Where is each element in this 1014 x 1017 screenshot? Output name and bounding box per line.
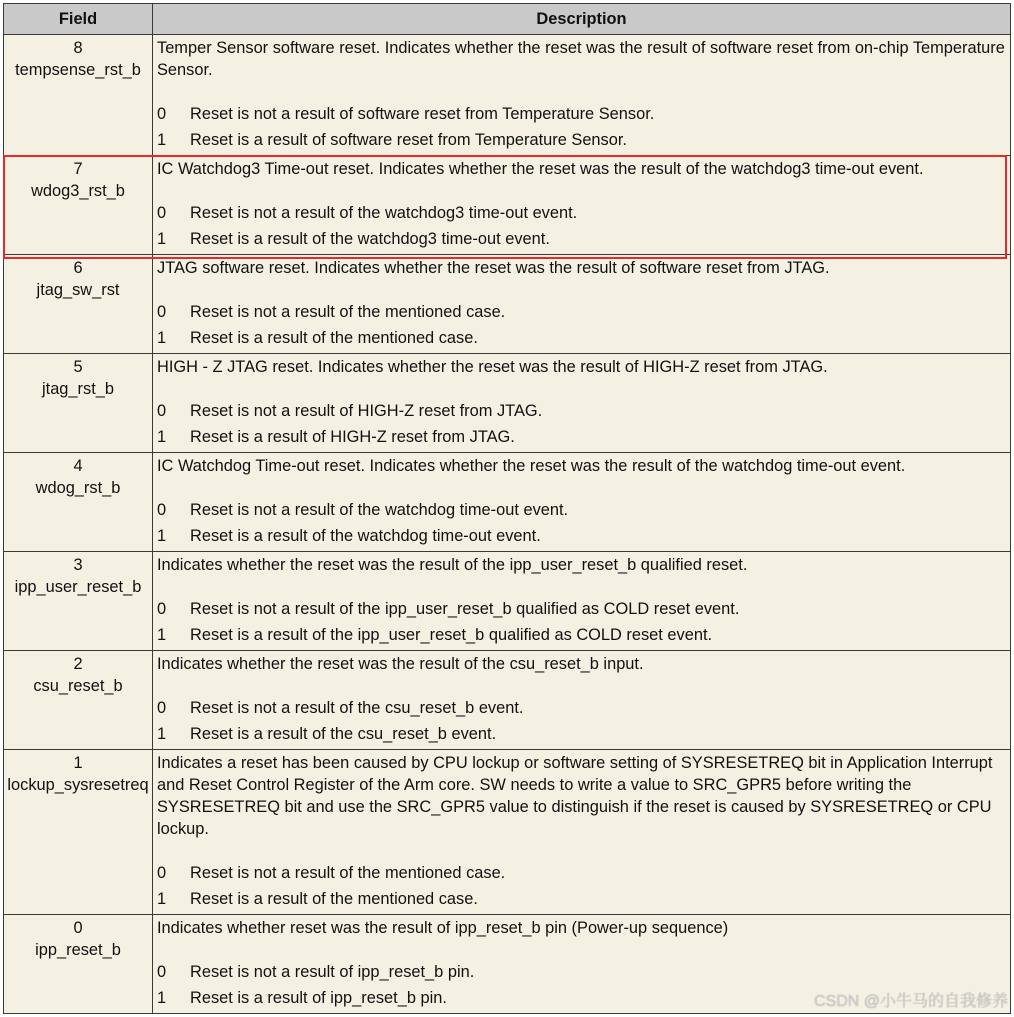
- option-text: Reset is not a result of ipp_reset_b pin.: [190, 963, 475, 981]
- field-cell: [4, 35, 153, 156]
- field-name: wdog3_rst_b: [31, 182, 125, 200]
- description-cell: [153, 651, 1011, 750]
- option-text: Reset is a result of the mentioned case.: [190, 329, 478, 347]
- option-row: [157, 721, 1006, 747]
- option-value: 1: [157, 626, 167, 644]
- option-row: [157, 424, 1006, 450]
- option-value: 0: [157, 402, 167, 420]
- field-description: IC Watchdog Time-out reset. Indicates whether the reset was the result of the watchdog time-out event.: [157, 457, 906, 475]
- field-cell: [4, 750, 153, 915]
- option-row: [157, 622, 1006, 648]
- option-text: Reset is not a result of the ipp_user_reset_b qualified as COLD reset event.: [190, 600, 740, 618]
- field-bit-number: 7: [73, 160, 83, 178]
- option-value: 0: [157, 105, 167, 123]
- description-cell: [153, 552, 1011, 651]
- option-row: [157, 398, 1006, 424]
- option-row: [157, 497, 1006, 523]
- field-cell: [4, 453, 153, 552]
- option-text: Reset is not a result of the mentioned case.: [190, 864, 506, 882]
- table-row: [4, 453, 1011, 552]
- table-row: [4, 156, 1011, 255]
- option-row: [157, 325, 1006, 351]
- option-text: Reset is a result of ipp_reset_b pin.: [190, 989, 447, 1007]
- field-bit-number: 5: [73, 358, 83, 376]
- watermark: CSDN @小牛马的自我修养: [813, 993, 1008, 1010]
- field-name: wdog_rst_b: [35, 479, 121, 497]
- option-value: 0: [157, 600, 167, 618]
- option-value: 0: [157, 699, 167, 717]
- option-value: 0: [157, 864, 167, 882]
- option-text: Reset is a result of HIGH-Z reset from JTAG.: [190, 428, 515, 446]
- field-bit-number: 6: [73, 259, 83, 277]
- option-row: [157, 226, 1006, 252]
- field-bit-number: 2: [73, 655, 83, 673]
- option-value: 1: [157, 890, 167, 908]
- option-text: Reset is not a result of software reset from Temperature Sensor.: [190, 105, 655, 123]
- field-cell: [4, 255, 153, 354]
- field-cell: [4, 354, 153, 453]
- option-row: [157, 101, 1006, 127]
- option-row: [157, 860, 1006, 886]
- option-value: 1: [157, 527, 167, 545]
- option-text: Reset is a result of the watchdog time-out event.: [190, 527, 541, 545]
- field-name: tempsense_rst_b: [15, 61, 141, 79]
- option-text: Reset is not a result of the csu_reset_b event.: [190, 699, 524, 717]
- field-name: jtag_rst_b: [42, 380, 114, 398]
- option-value: 1: [157, 230, 167, 248]
- option-value: 0: [157, 303, 167, 321]
- option-text: Reset is not a result of HIGH-Z reset from JTAG.: [190, 402, 543, 420]
- table-row: [4, 255, 1011, 354]
- option-row: [157, 523, 1006, 549]
- field-column-header: Field: [4, 4, 153, 35]
- option-row: [157, 596, 1006, 622]
- option-value: 0: [157, 204, 167, 222]
- option-value: 0: [157, 963, 167, 981]
- option-value: 0: [157, 501, 167, 519]
- option-row: [157, 299, 1006, 325]
- option-value: 1: [157, 725, 167, 743]
- table-row: [4, 354, 1011, 453]
- option-text: Reset is not a result of the mentioned case.: [190, 303, 506, 321]
- field-description: HIGH - Z JTAG reset. Indicates whether the reset was the result of HIGH-Z reset from JTAG.: [157, 358, 828, 376]
- table-row: [4, 35, 1011, 156]
- field-bit-number: 3: [73, 556, 83, 574]
- field-description: IC Watchdog3 Time-out reset. Indicates whether the reset was the result of the watchdog3 time-out event.: [157, 160, 924, 178]
- option-text: Reset is a result of software reset from Temperature Sensor.: [190, 131, 627, 149]
- description-cell: [153, 156, 1011, 255]
- description-cell: [153, 750, 1011, 915]
- field-description: JTAG software reset. Indicates whether the reset was the result of software reset from JTAG.: [157, 259, 830, 277]
- option-row: [157, 200, 1006, 226]
- description-cell: [153, 453, 1011, 552]
- option-row: [157, 886, 1006, 912]
- option-text: Reset is not a result of the watchdog time-out event.: [190, 501, 569, 519]
- description-cell: [153, 354, 1011, 453]
- register-field-table: [3, 3, 1011, 1014]
- field-name: jtag_sw_rst: [36, 281, 120, 299]
- option-value: 1: [157, 131, 167, 149]
- field-cell: [4, 915, 153, 1014]
- field-bit-number: 0: [73, 919, 83, 937]
- header-row: [4, 4, 1011, 35]
- field-cell: [4, 552, 153, 651]
- field-description: Temper Sensor software reset. Indicates whether the reset was the result of software reset from on-chip Temperature Sensor.: [157, 39, 1005, 79]
- field-bit-number: 4: [73, 457, 83, 475]
- table-row: [4, 750, 1011, 915]
- option-text: Reset is a result of the csu_reset_b event.: [190, 725, 497, 743]
- option-text: Reset is not a result of the watchdog3 time-out event.: [190, 204, 578, 222]
- field-name: csu_reset_b: [33, 677, 123, 695]
- field-description: Indicates whether the reset was the result of the csu_reset_b input.: [157, 655, 644, 673]
- description-cell: [153, 255, 1011, 354]
- option-value: 1: [157, 428, 167, 446]
- field-description: Indicates whether reset was the result of ipp_reset_b pin (Power-up sequence): [157, 919, 729, 937]
- option-row: [157, 127, 1006, 153]
- option-text: Reset is a result of the ipp_user_reset_b qualified as COLD reset event.: [190, 626, 713, 644]
- option-text: Reset is a result of the watchdog3 time-out event.: [190, 230, 550, 248]
- field-cell: [4, 651, 153, 750]
- option-value: 1: [157, 989, 167, 1007]
- field-description: Indicates a reset has been caused by CPU lockup or software setting of SYSRESETREQ bit in Application Interrupt and Reset Control Register of the Arm core. SW needs to write a value to SRC_GPR5 before writing the SYSRESETREQ bit and use the SRC_GPR5 value to distinguish if the reset is caused by SYSRESETREQ or CPU lockup.: [157, 754, 993, 838]
- option-value: 1: [157, 329, 167, 347]
- field-name: ipp_reset_b: [35, 941, 121, 959]
- field-description: Indicates whether the reset was the result of the ipp_user_reset_b qualified reset.: [157, 556, 748, 574]
- field-name: lockup_sysresetreq: [7, 776, 149, 794]
- description-cell: [153, 35, 1011, 156]
- option-row: [157, 959, 1006, 985]
- field-bit-number: 1: [73, 754, 83, 772]
- option-text: Reset is a result of the mentioned case.: [190, 890, 478, 908]
- field-cell: [4, 156, 153, 255]
- table-row: [4, 552, 1011, 651]
- option-row: [157, 695, 1006, 721]
- field-bit-number: 8: [73, 39, 83, 57]
- table-row: [4, 651, 1011, 750]
- description-column-header: Description: [153, 4, 1011, 35]
- field-name: ipp_user_reset_b: [14, 578, 142, 596]
